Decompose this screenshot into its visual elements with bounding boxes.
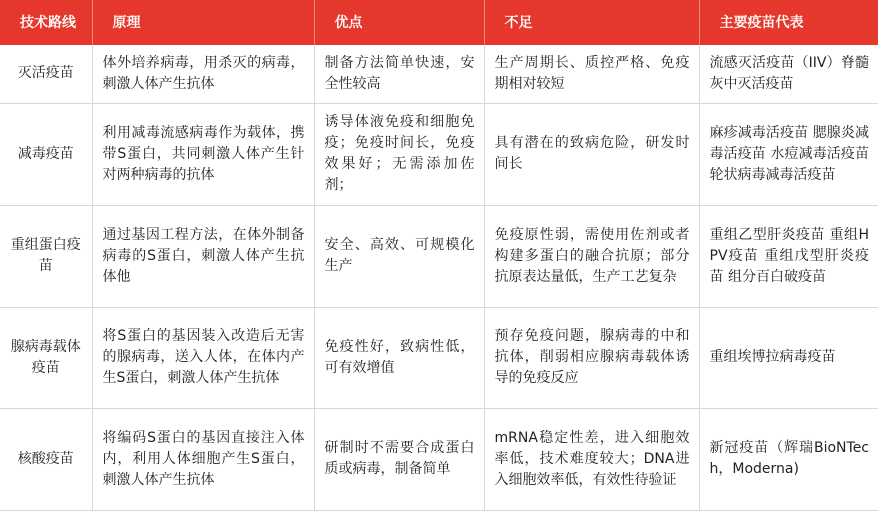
table-header [0,0,878,45]
table-row [0,103,878,205]
cell-principle: 体外培养病毒，用杀灭的病毒，刺激人体产生抗体 [92,45,314,103]
table-row [0,307,878,408]
cell-representatives: 重组乙型肝炎疫苗 重组HPV疫苗 重组戊型肝炎疫苗 组分百白破疫苗 [699,205,878,307]
cell-principle: 将S蛋白的基因装入改造后无害的腺病毒，送入人体，在体内产生S蛋白，刺激人体产生抗体 [92,307,314,408]
cell-advantages: 安全、高效、可规模化生产 [314,205,484,307]
cell-route: 灭活疫苗 [0,45,92,103]
cell-disadvantages: 具有潜在的致病危险，研发时间长 [484,103,699,205]
cell-advantages: 免疫性好，致病性低，可有效增值 [314,307,484,408]
cell-advantages: 研制时不需要合成蛋白质或病毒，制备简单 [314,408,484,510]
cell-route: 减毒疫苗 [0,103,92,205]
cell-route: 核酸疫苗 [0,408,92,510]
cell-advantages: 制备方法简单快速，安全性较高 [314,45,484,103]
cell-disadvantages: 生产周期长、质控严格、免疫期相对较短 [484,45,699,103]
cell-advantages: 诱导体液免疫和细胞免疫；免疫时间长，免疫效果好；无需添加佐剂； [314,103,484,205]
cell-representatives: 麻疹减毒活疫苗 腮腺炎减毒活疫苗 水痘减毒活疫苗 轮状病毒减毒活疫苗 [699,103,878,205]
cell-representatives: 新冠疫苗（辉瑞BioNTech，Moderna) [699,408,878,510]
table-row [0,408,878,510]
cell-disadvantages: 预存免疫问题，腺病毒的中和抗体，削弱相应腺病毒载体诱导的免疫反应 [484,307,699,408]
cell-route: 重组蛋白疫苗 [0,205,92,307]
cell-principle: 将编码S蛋白的基因直接注入体内，利用人体细胞产生S蛋白，刺激人体产生抗体 [92,408,314,510]
cell-principle: 通过基因工程方法，在体外制备病毒的S蛋白，刺激人体产生抗体他 [92,205,314,307]
header-principle: 原理 [92,0,314,45]
header-disadvantages: 不足 [484,0,699,45]
cell-disadvantages: 免疫原性弱，需使用佐剂或者构建多蛋白的融合抗原；部分抗原表达量低，生产工艺复杂 [484,205,699,307]
cell-principle: 利用减毒流感病毒作为载体，携带S蛋白，共同刺激人体产生针对两种病毒的抗体 [92,103,314,205]
cell-route: 腺病毒载体疫苗 [0,307,92,408]
table-body [0,45,878,510]
table-row [0,205,878,307]
cell-disadvantages: mRNA稳定性差，进入细胞效率低，技术难度较大；DNA进入细胞效率低，有效性待验证 [484,408,699,510]
header-row [0,0,878,45]
table-row [0,45,878,103]
cell-representatives: 流感灭活疫苗（IIV）脊髓灰中灭活疫苗 [699,45,878,103]
header-route: 技术路线 [0,0,92,45]
header-advantages: 优点 [314,0,484,45]
cell-representatives: 重组埃博拉病毒疫苗 [699,307,878,408]
header-representatives: 主要疫苗代表 [699,0,878,45]
